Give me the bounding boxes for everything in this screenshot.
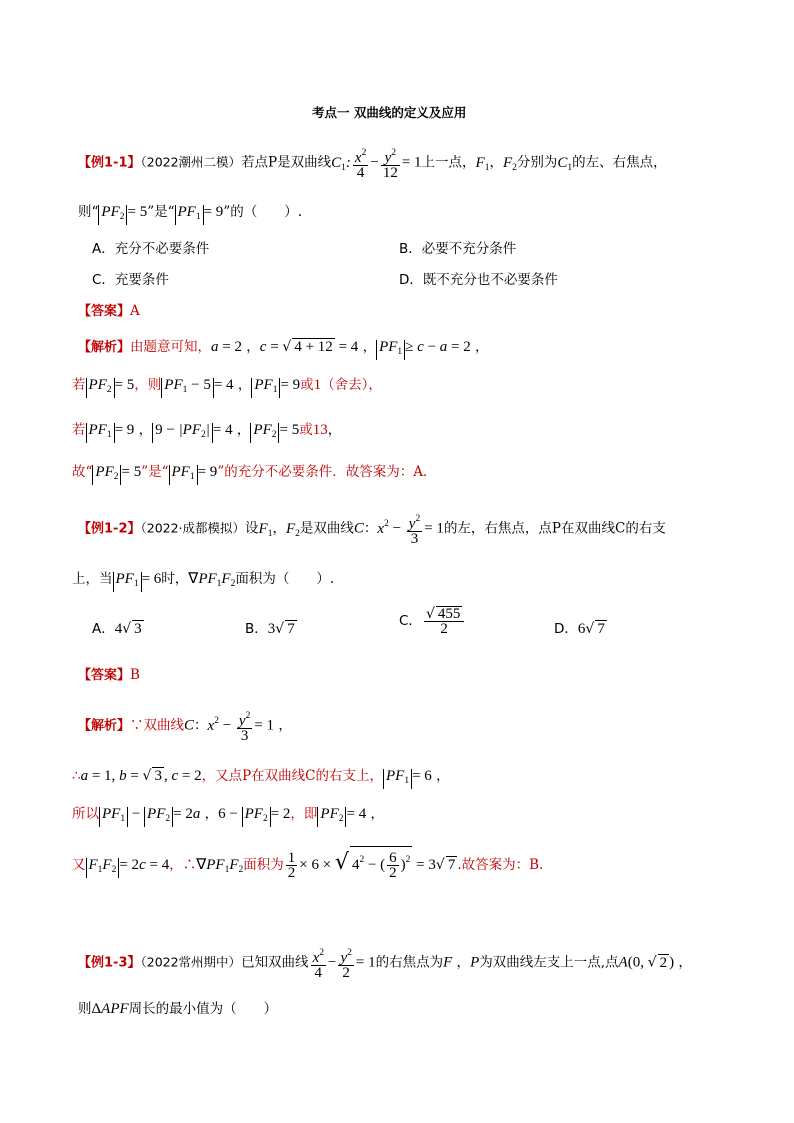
analysis-text: .故答案为：B. (457, 856, 544, 873)
stem-text: 上一点， (421, 154, 476, 171)
math-fraction: $\frac{6}{2}$ (389, 850, 397, 881)
analysis-text: ． (422, 464, 437, 480)
answer-line (78, 664, 140, 683)
analysis-text: （舍去）， (321, 377, 382, 393)
math-fraction: $\frac{y^2}{3}$ (408, 514, 421, 547)
option-a: A．4√ 3 (92, 621, 142, 637)
analysis-text: 或 (299, 422, 313, 438)
stem-text: 的左，右焦点，点P在双曲线C的右支 (443, 520, 666, 537)
analysis-tag: 【解析】 (78, 340, 131, 355)
analysis-text: 所以 (72, 806, 99, 822)
math-fraction: $\frac{y^2}{3}$ (238, 711, 251, 744)
example-1-2-line2: 上，当 $PF_1 = 6$时，$\nabla PF_1F_2$面积为（ ）. (72, 567, 334, 592)
stem-text: 上，当 (72, 571, 113, 587)
analysis-line-4: 故“ $PF_2 = 5$”是“ $PF_1 = 9$”的充分不必要条件．故答案为：A． (72, 460, 436, 485)
stem-text: ”是“ (147, 204, 175, 220)
analysis-line-1: 【解析】∵双曲线C：$x^2$ − $\frac{y^2}{3}$ = 1 ， (78, 711, 292, 744)
stem-text: 则 (78, 1001, 92, 1017)
math-fraction: $\frac{x^2}{4}$ (354, 148, 367, 181)
example-tag: 【例1-2】 (78, 521, 141, 537)
example-tag: 【例1-1】 (78, 155, 141, 171)
analysis-line-2: ∴a = 1, b = √ 3 , c = 2，又点P在双曲线C的右支上， $PF_1 = 6$ ， (72, 764, 450, 789)
option-c (399, 606, 466, 636)
math-expr: $C_1$: (331, 154, 351, 173)
analysis-text: A (413, 464, 423, 480)
option-c: C．充要条件 (92, 272, 169, 288)
analysis-text: 若 (72, 422, 86, 438)
option-d: D．6√ 7 (554, 621, 605, 637)
analysis-text: ”的充分不必要条件．故答案为： (217, 464, 414, 480)
stem-text: 是双曲线 (299, 520, 354, 537)
stem-text: 时， (161, 571, 189, 587)
math-fraction: $\frac{y^2}{12}$ (382, 148, 398, 181)
analysis-text: ∵双曲线 (130, 717, 185, 734)
analysis-text: 由题意可知， (130, 339, 212, 355)
stem-text: 则“ (78, 204, 99, 220)
analysis-line-3: 若 $PF_1 = 9$ ， $9 - |PF_2| = 4$ ， $PF_2 = 5$或13， (72, 418, 341, 443)
answer-line (78, 300, 140, 319)
analysis-text: ”是“ (141, 464, 169, 480)
option-label: C． (399, 613, 422, 629)
option-label: D． (554, 621, 578, 637)
stem-text: 面积为（ ）. (235, 571, 335, 587)
example-1-3-line2: 则ΔAPF周长的最小值为（ ） (78, 1001, 278, 1017)
example-1-3-stem: 【例1-3】（2022常州期中）已知双曲线 $\frac{x^2}{4}$ − $\frac{y^2}{2}$ = 1的右焦点为F ，P为双曲线左支上一点,点A(0, √ 2 ) ， (78, 948, 692, 981)
analysis-text: 若 (72, 377, 86, 393)
analysis-line-4: 又 $F_1F_2 = 2c = 4$，$\therefore\nabla PF_1F_2$面积为 $\frac{1}{2}$ × 6 × √ $4^2$ − ( $\frac{6}{2}$ )$^2$ = 3√ 7 .故答案为：B. (72, 846, 543, 880)
math-fraction: $\frac{y^2}{2}$ (340, 948, 352, 981)
answer-tag: 【答案】 (78, 668, 131, 683)
page-title: 考点一 双曲线的定义及应用 (312, 105, 467, 120)
example-source: （2022·成都模拟） (140, 520, 246, 536)
option-a: A．充分不必要条件 (92, 241, 210, 257)
analysis-text: ，即 (290, 806, 318, 822)
analysis-text: ，则 (134, 377, 162, 393)
option-d: D．既不充分也不必要条件 (399, 272, 558, 288)
option-b: B．3√ 7 (245, 621, 295, 637)
stem-text: 设 (245, 520, 259, 537)
analysis-tag: 【解析】 (78, 718, 131, 734)
math-fraction: $\frac{√ 455}{2}$ (424, 606, 464, 636)
option-b: B．必要不充分条件 (399, 241, 517, 257)
stem-text: 分别为 (516, 154, 558, 171)
example-1-2-stem: 【例1-2】（2022·成都模拟）设$F_1$，$F_2$是双曲线C：$x^2$ − $\frac{y^2}{3}$ = 1的左，右焦点，点P在双曲线C的右支 (78, 514, 666, 547)
example-source: （2022潮州二模） (140, 154, 242, 170)
stem-text: ”的（ ）. (223, 204, 303, 220)
analysis-text: ，∴ (169, 856, 197, 873)
analysis-line-1: 【解析】由题意可知，a = 2 ，c = √ 4 + 12 = 4 ， $PF_1 \ge c - a = 2$ ， (78, 335, 489, 360)
answer-tag: 【答案】 (78, 304, 131, 319)
stem-text: 已知双曲线 (241, 954, 309, 971)
analysis-text: 故“ (72, 464, 93, 480)
stem-text: 为双曲线左支上一点,点 (479, 954, 619, 971)
analysis-text: ，又点P在双曲线C的右支上， (201, 768, 384, 784)
stem-text: 的左、右焦点， (572, 154, 667, 171)
math-fraction: $\frac{1}{2}$ (287, 849, 296, 881)
analysis-text: ∴ (72, 768, 81, 784)
answer-value: B (130, 667, 140, 683)
analysis-text: 或 (300, 377, 314, 393)
option-label: B． (245, 621, 268, 637)
math-fraction: $\frac{x^2}{4}$ (312, 948, 324, 981)
example-source: （2022常州期中） (140, 954, 242, 970)
analysis-text: 面积为 (243, 856, 284, 873)
stem-text: 若点P是双曲线 (241, 154, 332, 171)
stem-text: 周长的最小值为（ ） (128, 1001, 278, 1017)
example-1-1-stem: 【例1-1】（2022潮州二模）若点P是双曲线$C_1$: $\frac{x^2}{4}$ − $\frac{y^2}{12}$ = 1上一点，$F_1$，$F_2$分别为$C_1$的左、右焦点， (78, 148, 667, 181)
example-tag: 【例1-3】 (78, 955, 141, 971)
answer-value: A (130, 303, 140, 319)
stem-text: 的右焦点为 (375, 954, 444, 971)
analysis-line-3: 所以 $PF_1 - PF_2 = 2a$ ，$6 - PF_2 = 2$，即 $PF_2 = 4$ ， (72, 802, 384, 827)
example-1-1-line2: 则“ $PF_2 = 5$”是“ $PF_1 = 9$”的（ ）. (78, 200, 302, 225)
option-label: A． (92, 621, 115, 637)
analysis-line-2: 若 $PF_2 = 5$，则 $PF_1 - 5 = 4$ ， $PF_1 = 9$或1（舍去）， (72, 373, 382, 398)
analysis-text: 又 (72, 856, 86, 873)
